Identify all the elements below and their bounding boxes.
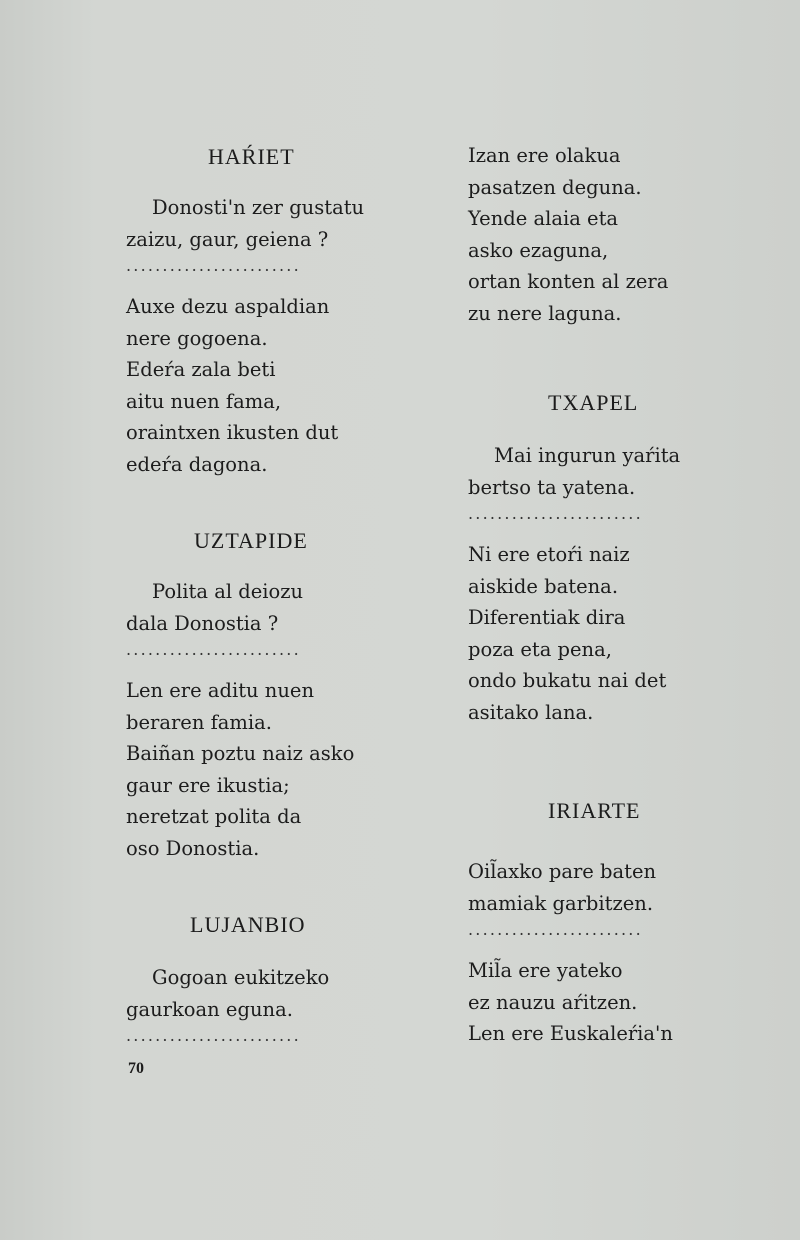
verse-line: nere gogoena.: [126, 326, 268, 350]
stanza-lujanbio: [126, 910, 416, 1051]
verse-line: asitako lana.: [468, 700, 594, 724]
stanza-uztapide: [126, 526, 416, 864]
stanza-iriarte: [468, 796, 758, 1050]
verse-line: pasatzen deguna.: [468, 175, 642, 199]
speaker-name: HAŔIET: [208, 144, 295, 169]
verse-line: aiskide batena.: [468, 574, 619, 598]
verse-line: beraren famia.: [126, 710, 272, 734]
verse-line: zu nere laguna.: [468, 301, 622, 325]
dotted-separator: ........................: [126, 256, 301, 275]
verse-line: Len ere aditu nuen: [126, 679, 315, 702]
verse-line: Izan ere olakua: [468, 144, 621, 167]
verse-line: ortan konten al zera: [468, 270, 669, 293]
dotted-separator: ........................: [126, 640, 301, 659]
verse-line: Donosti'n zer gustatu: [152, 196, 365, 219]
speaker-name: TXAPEL: [548, 390, 639, 415]
verse-line: asko ezaguna,: [468, 238, 609, 262]
verse-line: Baiñan poztu naiz asko: [126, 742, 355, 765]
verse-line: Yende alaia eta: [468, 207, 619, 230]
speaker-name: UZTAPIDE: [194, 528, 308, 553]
verse-line: dala Donostia ?: [126, 611, 279, 635]
speaker-name: IRIARTE: [548, 798, 641, 823]
verse-line: Oil̃axko pare baten: [468, 860, 657, 883]
verse-line: zaizu, gaur, geiena ?: [126, 227, 329, 251]
dotted-separator: ........................: [468, 920, 643, 939]
verse-line: bertso ta yatena.: [468, 475, 636, 499]
dotted-separator: ........................: [468, 504, 643, 523]
verse-line: Mai ingurun yaŕita: [494, 444, 681, 467]
verse-line: mamiak garbitzen.: [468, 891, 654, 915]
verse-line: Mil̃a ere yateko: [468, 959, 623, 982]
verse-line: ondo bukatu nai det: [468, 669, 667, 692]
verse-line: oraintxen ikusten dut: [126, 421, 339, 444]
verse-line: aitu nuen fama,: [126, 389, 282, 413]
verse-line: oso Donostia.: [126, 836, 260, 860]
verse-line: Diferentiak dira: [468, 606, 626, 629]
verse-line: ez nauzu aŕitzen.: [468, 990, 638, 1014]
stanza-txapel: [468, 388, 758, 728]
verse-line: gaurkoan eguna.: [126, 997, 293, 1021]
verse-line: Gogoan eukitzeko: [152, 966, 330, 989]
speaker-name: LUJANBIO: [190, 912, 306, 937]
verse-line: neretzat polita da: [126, 805, 302, 828]
verse-line: Auxe dezu aspaldian: [126, 295, 330, 318]
verse-line: edeŕa dagona.: [126, 452, 268, 476]
verse-line: Len ere Euskaleŕia'n: [468, 1022, 673, 1045]
page-number: 70: [128, 1060, 144, 1077]
verse-line: gaur ere ikustia;: [126, 773, 290, 797]
verse-line: Ni ere etoŕi naiz: [468, 543, 630, 566]
stanza-continuation: [468, 140, 758, 329]
verse-line: Polita al deiozu: [152, 580, 304, 603]
dotted-separator: ........................: [126, 1026, 301, 1045]
verse-line: Edeŕa zala beti: [126, 358, 276, 381]
stanza-hariet: [126, 142, 416, 480]
verse-line: poza eta pena,: [468, 637, 612, 661]
